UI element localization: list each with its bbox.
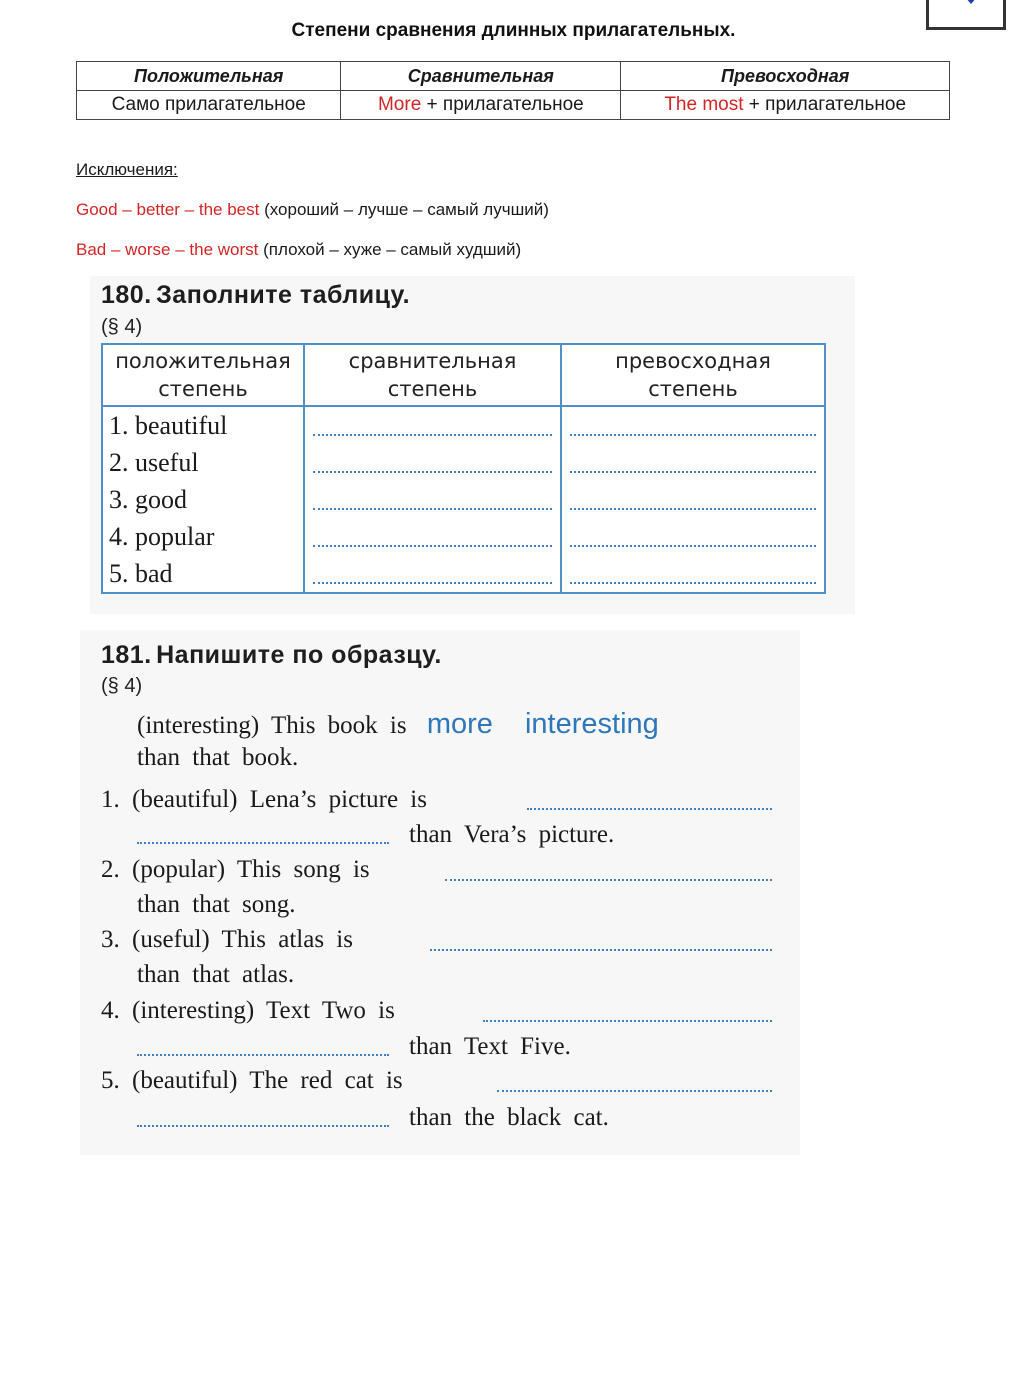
superlative-keyword: The most xyxy=(664,94,744,115)
comparative-blank[interactable] xyxy=(304,555,561,593)
exception-forms: Good – better – the best xyxy=(76,200,260,219)
table-row xyxy=(102,406,825,444)
column-header: положительная степень xyxy=(102,344,304,406)
exercise-180-heading xyxy=(101,281,410,310)
answer-blank[interactable] xyxy=(497,1089,772,1092)
header-superlative: Превосходная xyxy=(621,62,950,91)
answer-blank[interactable] xyxy=(430,948,772,951)
adjective-cell: 3. good xyxy=(102,481,304,518)
adjective-cell: 1. beautiful xyxy=(102,406,304,444)
item-number: 5. xyxy=(101,1067,120,1094)
example-prefix: (interesting) This book is xyxy=(137,712,407,739)
superlative-blank[interactable] xyxy=(561,444,825,481)
table-row xyxy=(102,555,825,593)
adjective-cell: 4. popular xyxy=(102,518,304,555)
column-header: превосходная степень xyxy=(561,344,825,406)
exercise-title: Заполните таблицу. xyxy=(156,281,411,309)
answer-blank[interactable] xyxy=(137,1053,389,1056)
comparative-blank[interactable] xyxy=(304,444,561,481)
item-number: 1. xyxy=(101,786,120,813)
example-line xyxy=(137,708,659,741)
exercise-section: (§ 4) xyxy=(101,316,143,338)
cell-comparative xyxy=(341,91,621,120)
rule-table xyxy=(76,61,950,120)
exercise-title: Напишите по образцу. xyxy=(156,641,442,669)
exercise-section: (§ 4) xyxy=(101,675,143,697)
item-number: 3. xyxy=(101,926,120,953)
exercise-181-heading xyxy=(101,641,442,670)
sentence-item xyxy=(101,1067,403,1095)
sentence-item xyxy=(101,856,370,884)
exception-translation: (плохой – хуже – самый худший) xyxy=(258,240,522,259)
example-answer: more interesting xyxy=(426,708,659,740)
answer-blank[interactable] xyxy=(527,807,772,810)
superlative-blank[interactable] xyxy=(561,555,825,593)
item-tail: than Text Five. xyxy=(409,1033,571,1060)
item-tail: than that song. xyxy=(137,891,296,918)
item-number: 2. xyxy=(101,856,120,883)
superlative-blank[interactable] xyxy=(561,518,825,555)
exception-translation: (хороший – лучше – самый лучший) xyxy=(259,200,549,219)
item-text: (beautiful) Lena’s picture is xyxy=(132,786,427,813)
header-positive: Положительная xyxy=(77,62,341,91)
answer-blank[interactable] xyxy=(137,1124,389,1127)
superlative-blank[interactable] xyxy=(561,481,825,518)
exercise-180-table xyxy=(101,343,826,594)
comparative-blank[interactable] xyxy=(304,406,561,444)
exercise-number: 180. xyxy=(101,281,152,309)
superlative-rest: + прилагательное xyxy=(743,94,907,115)
sentence-item xyxy=(101,926,353,954)
comparative-rest: + прилагательное xyxy=(421,94,584,115)
cell-positive: Само прилагательное xyxy=(77,91,341,120)
comparative-blank[interactable] xyxy=(304,481,561,518)
down-arrow-icon xyxy=(959,0,983,4)
cell-superlative xyxy=(621,91,950,120)
adjective-cell: 2. useful xyxy=(102,444,304,481)
item-tail: than the black cat. xyxy=(409,1104,609,1131)
exceptions-heading: Исключения: xyxy=(76,160,178,179)
column-header: сравнительная степень xyxy=(304,344,561,406)
item-text: (popular) This song is xyxy=(132,856,370,883)
exception-line xyxy=(76,200,549,220)
exception-line xyxy=(76,240,521,260)
item-text: (interesting) Text Two is xyxy=(132,997,395,1024)
item-text: (useful) This atlas is xyxy=(132,926,353,953)
answer-blank[interactable] xyxy=(137,841,389,844)
table-row xyxy=(102,518,825,555)
header-comparative: Сравнительная xyxy=(341,62,621,91)
table-row xyxy=(102,444,825,481)
item-number: 4. xyxy=(101,997,120,1024)
adjective-cell: 5. bad xyxy=(102,555,304,593)
table-row xyxy=(102,481,825,518)
item-tail: than Vera’s picture. xyxy=(409,821,615,848)
example-tail: than that book. xyxy=(137,744,299,771)
answer-blank[interactable] xyxy=(445,878,772,881)
item-tail: than that atlas. xyxy=(137,961,295,988)
item-text: (beautiful) The red cat is xyxy=(132,1067,403,1094)
comparative-keyword: More xyxy=(377,94,422,115)
answer-blank[interactable] xyxy=(483,1019,772,1022)
sentence-item xyxy=(101,997,395,1025)
page-title: Степени сравнения длинных прилагательных. xyxy=(291,20,736,41)
exception-forms: Bad – worse – the worst xyxy=(76,240,259,259)
comparative-blank[interactable] xyxy=(304,518,561,555)
superlative-blank[interactable] xyxy=(561,406,825,444)
sentence-item xyxy=(101,786,427,814)
exercise-number: 181. xyxy=(101,641,152,669)
